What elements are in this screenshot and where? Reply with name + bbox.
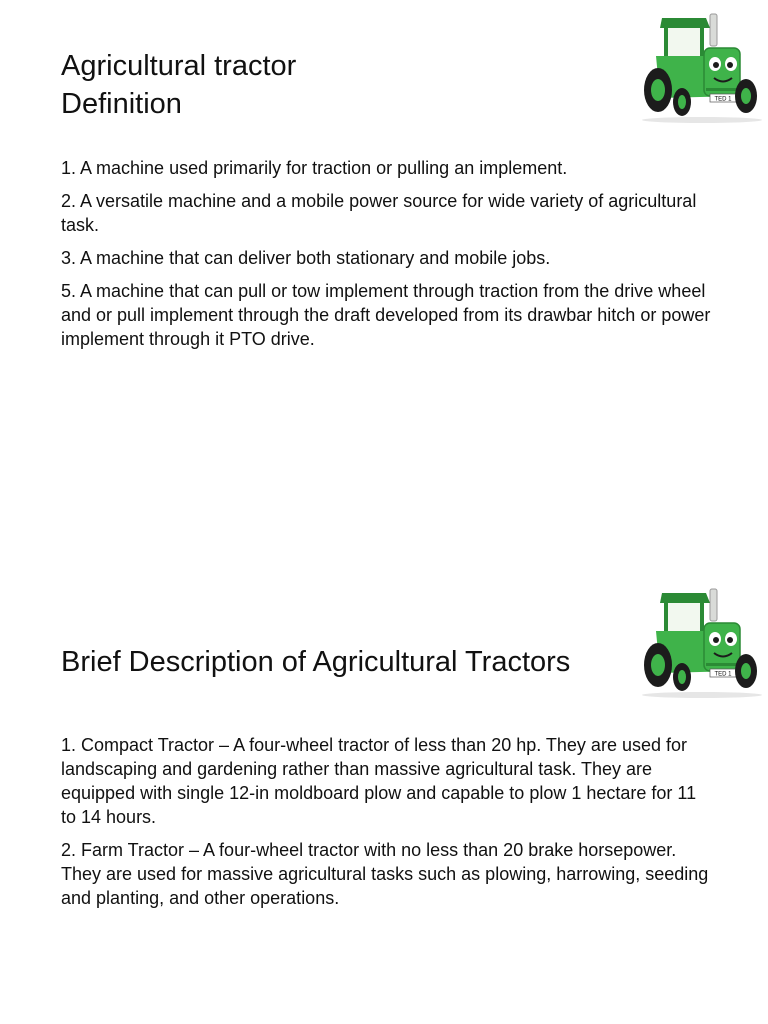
- slide-brief-description: [0, 512, 768, 1024]
- list-item: 1. A machine used primarily for traction or pulling an implement.: [61, 158, 568, 178]
- list-item: 3. A machine that can deliver both stationary and mobile jobs.: [61, 248, 551, 268]
- tractor-image: [634, 585, 768, 699]
- list-item: 5. A machine that can pull or tow implement through traction from the drive wheel and or pull implement through the draft developed from its drawbar hitch or power implement through it PTO drive.: [61, 281, 711, 349]
- tractor-image: [634, 10, 768, 124]
- slide-title: Brief Description of Agricultural Tractors: [61, 646, 571, 678]
- plate-text: TED 1: [714, 671, 732, 678]
- definition-list: [61, 156, 711, 360]
- tractor-illustration: [634, 585, 768, 699]
- title-line-1: Agricultural tractor: [61, 50, 297, 82]
- tractor-illustration: [634, 10, 768, 124]
- description-list: [61, 733, 711, 919]
- list-item: 2. Farm Tractor – A four-wheel tractor with no less than 20 brake horsepower. They are used for massive agricultural tasks such as plowing, harrowing, seeding and planting, and other operations.: [61, 840, 709, 908]
- slide-title: [61, 47, 296, 123]
- list-item: 1. Compact Tractor – A four-wheel tractor of less than 20 hp. They are used for landscaping and gardening rather than massive agricultural task. They are equipped with single 12-in moldboard plow and capable to plow 1 hectare for 11 to 14 hours.: [61, 735, 697, 827]
- list-item: 2. A versatile machine and a mobile power source for wide variety of agricultural task.: [61, 191, 697, 235]
- plate-text: TED 1: [714, 96, 732, 103]
- title-line-2: Definition: [61, 88, 182, 120]
